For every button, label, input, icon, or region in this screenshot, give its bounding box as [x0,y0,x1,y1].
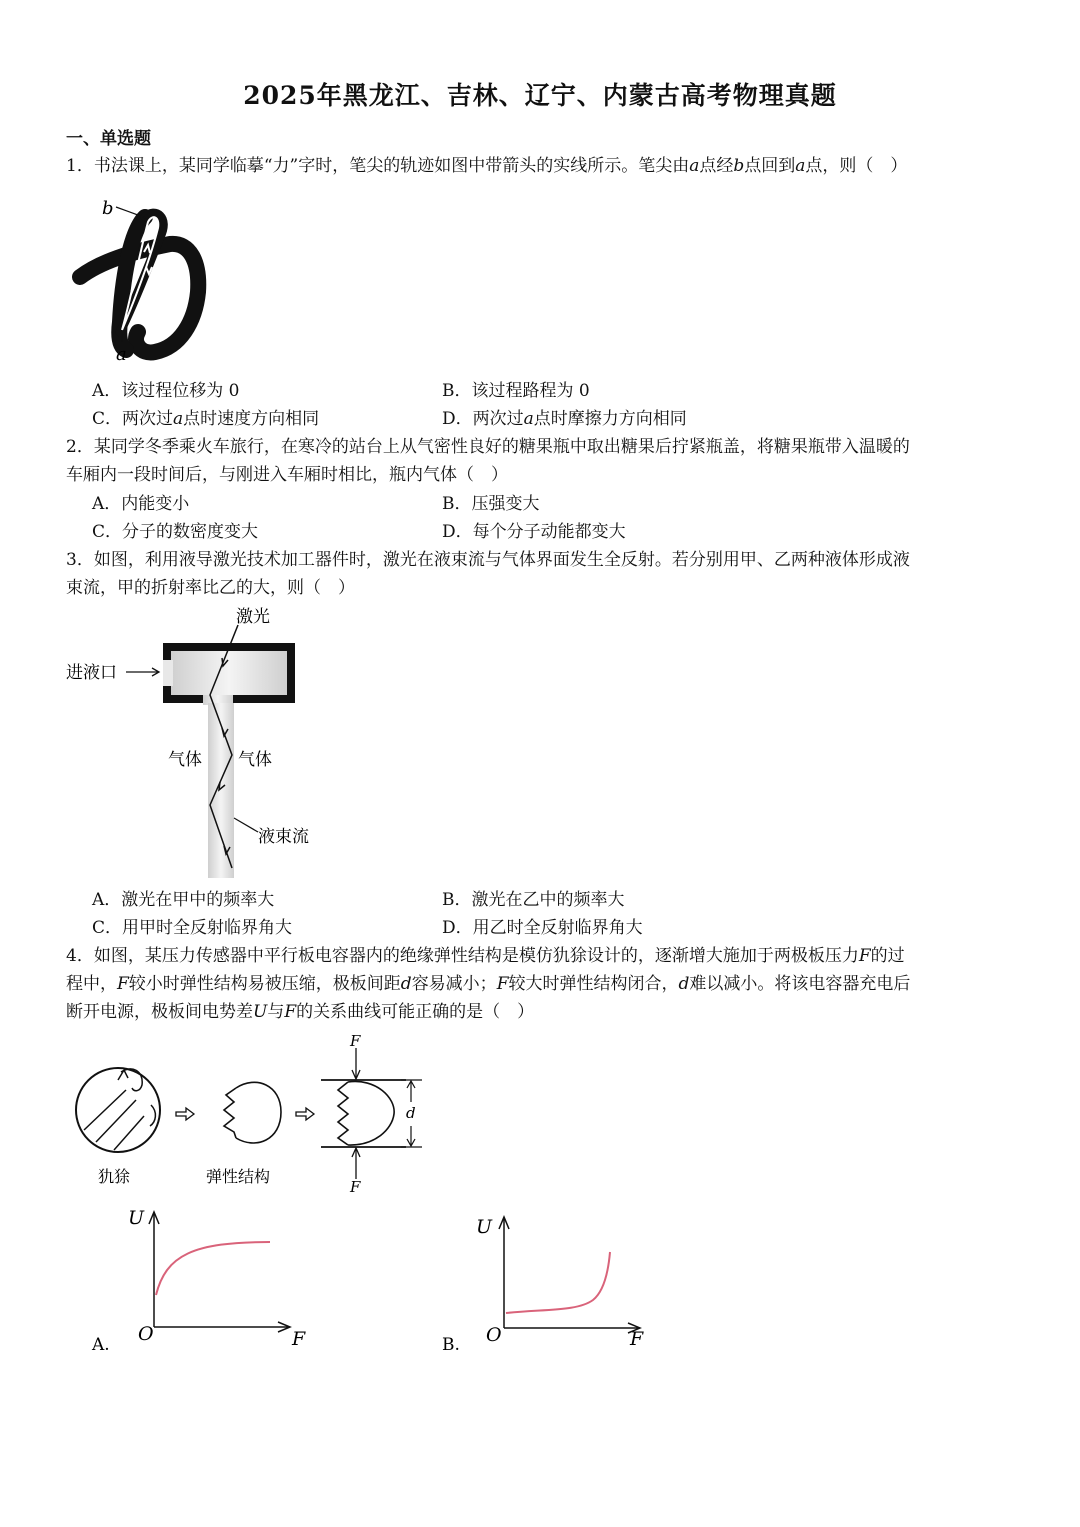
q4-stem-line2: 程中，F较小时弹性结构易被压缩，极板间距d容易减小；F较大时弹性结构闭合，d难以减小。将该电容器充电后 [66,974,911,994]
q3-option-a[interactable]: A．激光在甲中的频率大 [92,890,275,910]
arrow-right-icon [176,1108,194,1120]
q2-stem-line2: 车厢内一段时间后，与刚进入车厢时相比，瓶内气体（ ） [66,465,508,485]
fig4-label-elastic: 弹性结构 [206,1167,271,1186]
q1-option-b[interactable]: B．该过程路程为 0 [442,381,590,401]
fig4-label-d: d [406,1104,416,1122]
graph-a [88,1200,328,1360]
q3-figure-laser-guide [60,600,360,885]
q3-stem-line2: 束流，甲的折射率比乙的大，则（ ） [66,578,355,598]
q1-stem: 1．书法课上，某同学临摹“力”字时，笔尖的轨迹如图中带箭头的实线所示。笔尖由a点经b点回到a点，则（ ） [66,156,908,176]
graph-b-xlabel: F [630,1328,644,1350]
liquid-stream [208,703,234,878]
section-heading: 一、单选题 [66,129,151,149]
fig3-label-inlet: 进液口 [66,663,117,683]
q2-stem-line1: 2．某同学冬季乘火车旅行，在寒冷的站台上从气密性良好的糖果瓶中取出糖果后拧紧瓶盖，将糖果瓶带入温暖的 [66,437,910,457]
q1-figure-li-character [60,192,220,367]
graph-b-curve [506,1252,610,1313]
q2-option-a[interactable]: A．内能变小 [92,494,190,514]
fig3-label-laser: 激光 [236,607,270,627]
fig4-label-armadillo: 犰狳 [98,1167,131,1186]
page-title: 2025年黑龙江、吉林、辽宁、内蒙古高考物理真题 [243,81,837,110]
fig3-label-gas-left: 气体 [168,750,202,770]
elastic-structure-icon [224,1082,281,1143]
q2-option-d[interactable]: D．每个分子动能都变大 [442,522,626,542]
q2-option-b[interactable]: B．压强变大 [442,494,540,514]
graph-a-origin: O [138,1323,154,1345]
graph-b-origin: O [486,1324,502,1346]
q1-option-d[interactable]: D．两次过a点时摩擦力方向相同 [442,409,687,429]
graph-b-option-label[interactable]: B. [442,1335,460,1355]
fig4-label-f-bottom: F [350,1178,361,1195]
armadillo-icon [76,1068,160,1152]
fig3-label-stream: 液束流 [258,827,309,847]
fig1-label-a: a [116,344,127,365]
graph-a-curve [156,1242,270,1295]
graph-a-ylabel: U [128,1207,145,1229]
q1-option-a[interactable]: A．该过程位移为 0 [92,381,240,401]
arrow-right-icon-2 [296,1108,314,1120]
fig3-label-gas-right: 气体 [238,750,272,770]
graph-b [438,1205,678,1365]
fig1-label-b: b [102,198,114,219]
q3-option-c[interactable]: C．用甲时全反射临界角大 [92,918,293,938]
q3-stem-line1: 3．如图，利用液导激光技术加工器件时，激光在液束流与气体界面发生全反射。若分别用甲、乙两种液体形成液 [66,550,910,570]
q3-option-d[interactable]: D．用乙时全反射临界角大 [442,918,643,938]
q1-option-c[interactable]: C．两次过a点时速度方向相同 [92,409,320,429]
fig4-label-f-top: F [350,1032,361,1050]
q2-option-c[interactable]: C．分子的数密度变大 [92,522,259,542]
graph-a-xlabel: F [292,1328,306,1350]
q4-stem-line1: 4．如图，某压力传感器中平行板电容器内的绝缘弹性结构是模仿犰狳设计的，逐渐增大施加于两极板压力F的过 [66,946,905,966]
graph-b-ylabel: U [476,1216,493,1238]
graph-a-option-label[interactable]: A. [92,1335,110,1355]
q4-figure-sensor [66,1030,446,1195]
q3-option-b[interactable]: B．激光在乙中的频率大 [442,890,625,910]
q4-stem-line3: 断开电源，极板间电势差U与F的关系曲线可能正确的是（ ） [66,1002,535,1022]
